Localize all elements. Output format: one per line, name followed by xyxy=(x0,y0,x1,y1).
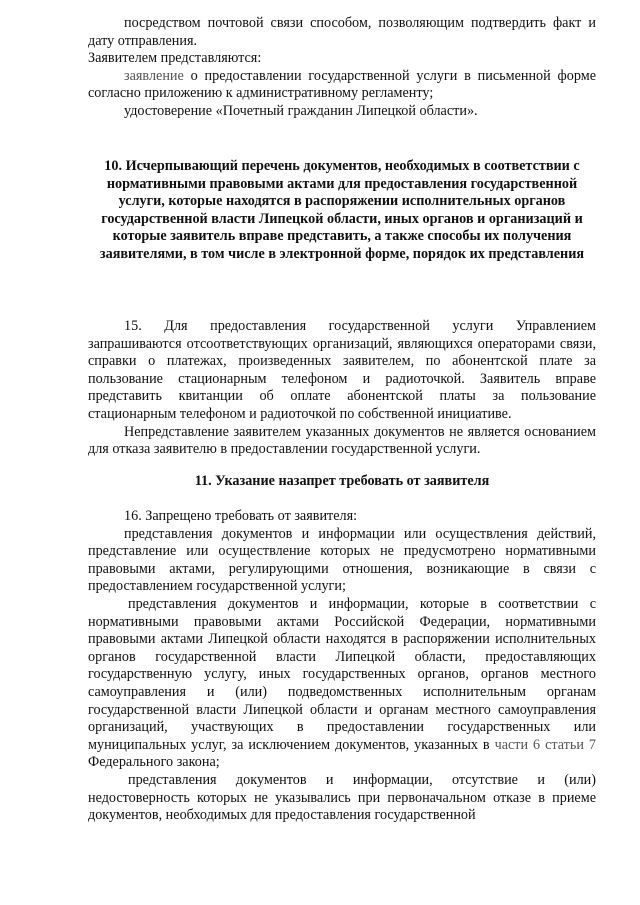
paragraph-application xyxy=(88,68,596,103)
application-text: о предоставлении государственной услуги в письменной форме согласно приложению к административному регламенту; xyxy=(88,67,596,102)
section-11-heading: 11. Указание назапрет требовать от заявителя xyxy=(194,473,490,489)
application-link[interactable]: заявление xyxy=(124,67,184,84)
paragraph-certificate: удостоверение «Почетный гражданин Липецкой области». xyxy=(124,102,478,119)
section-11-body xyxy=(88,508,596,825)
section-10-body xyxy=(88,318,596,459)
section-10-heading: 10. Исчерпывающий перечень документов, необходимых в соответствии с нормативными правовыми актами для предоставления государственной услуги, которые находятся в распоряжении исполнительных органов государственной власти Липецкой области, иных органов и организаций и которые заявитель вправе представить, а также способы их получения заявителями, в том числе в электронной форме, порядок их представления xyxy=(99,158,585,262)
prohibition-item-1: представления документов и информации или осуществления действий, представление или осуществление которых не предусмотрено нормативными правовыми актами, регулирующими отношения, возникающие в связи с предоставлением государственной услуги; xyxy=(88,525,596,595)
paragraph-nonsubmission: Непредставление заявителем указанных документов не является основанием для отказа заявителю в предоставлении государственной услуги. xyxy=(88,423,596,458)
intro-block xyxy=(88,15,596,121)
prohibition-item-2-end: Федерального закона; xyxy=(88,754,220,771)
prohibition-item-2-text: представления документов и информации, которые в соответствии с нормативными правовыми актами Российской Федерации, нормативными правовыми актами Липецкой области находятся в распоряжении исполнительных органов государственной власти Липецкой области, предоставляющих государственную услугу, иных государственных органов, органов местного самоуправления и (или) подведомственных исполнительным органам государственной власти Липецкой области и органам местного самоуправления организаций, участвующих в предоставлении государственных или муниципальных услуг, за исключением документов, указанных в xyxy=(88,595,596,753)
paragraph-applicant-submits: Заявителем представляются: xyxy=(88,50,262,67)
prohibition-item-3: представления документов и информации, отсутствие и (или) недостоверность которых не указывались при первоначальном отказе в приеме документов, необходимых для предоставления государственной xyxy=(88,771,596,824)
paragraph-15: 15. Для предоставления государственной услуги Управлением запрашиваются отсоответствующих организаций, являющихся операторами связи, справки о платежах, произведенных заявителем, по абонентской плате за пользование стационарным телефоном и радиоточкой. Заявитель вправе представить квитанции об оплате абонентской платы за пользование стационарным телефоном и радиоточкой по собственной инициативе. xyxy=(88,318,596,422)
paragraph-postal: посредством почтовой связи способом, позволяющим подтвердить факт и дату отправления. xyxy=(88,15,596,49)
paragraph-16: 16. Запрещено требовать от заявителя: xyxy=(124,508,358,524)
prohibition-item-2 xyxy=(88,596,596,772)
law-article-link[interactable]: части 6 статьи 7 xyxy=(494,736,596,753)
